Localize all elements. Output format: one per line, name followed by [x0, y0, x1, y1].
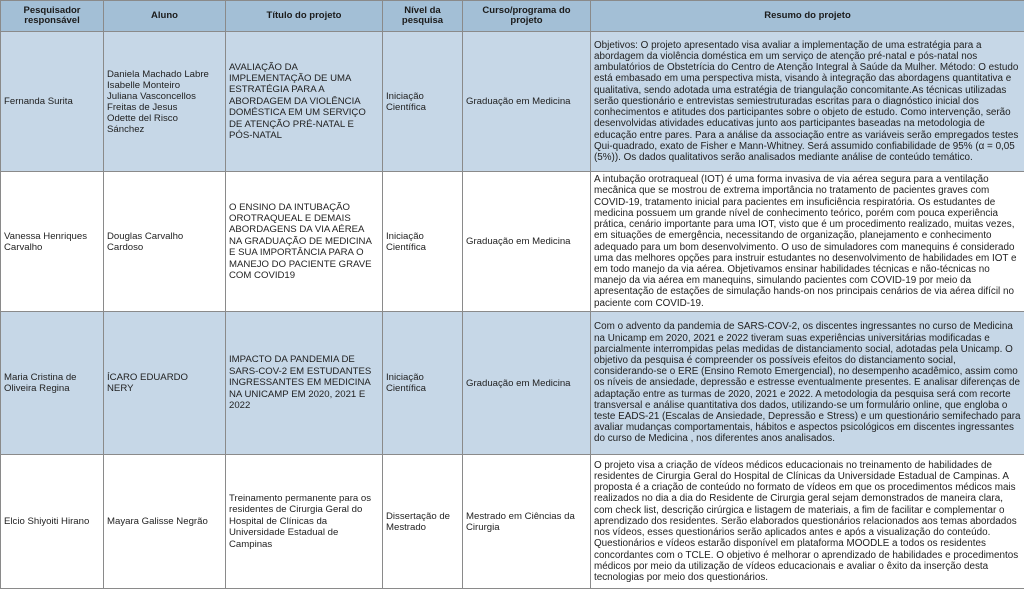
table-row	[1, 312, 1024, 455]
student-line: Daniela Machado Labre	[107, 69, 222, 80]
header-summary: Resumo do projeto	[591, 1, 1024, 32]
student-line: Sánchez	[107, 124, 222, 135]
research-level-cell: Iniciação Científica	[383, 32, 463, 172]
student-line: Douglas Carvalho	[107, 231, 222, 242]
table-row	[1, 455, 1024, 589]
student-cell	[104, 32, 226, 172]
research-level-cell: Iniciação Científica	[383, 172, 463, 312]
summary-cell: A intubação orotraqueal (IOT) é uma forma invasiva de via aérea segura para a ventilação mecânica que se mostrou de extrema importância no tratamento de pacientes graves com COVID-19, tratamento inicial para pacientes em insuficiência respiratória. Os estudantes de medicina possuem um grande nível de conhecimento teórico, porém com pouca experiência prática, cenário importante para uma IOT, visto que é um procedimento realizado, muitas vezes, em situações de emergência, necessitando de organização, planejamento e conhecimento adequado para um bom desenvolvimento. O uso de simuladores com manequins é considerado uma das melhores opções para instruir estudantes no desenvolvimento de habilidades em IOT e em todo manejo da via aérea. Objetivamos ensinar habilidades técnicas e não-técnicas no manejo da via aérea em manequins, simulando pacientes com COVID-19 por meio da apresentação de estações de simulação hands-on nos principais cenários de via aérea difícil no paciente com COVID-19.	[591, 172, 1024, 312]
researcher-cell: Elcio Shiyoiti Hirano	[1, 455, 104, 589]
student-line: ÍCARO EDUARDO	[107, 372, 222, 383]
student-line: Isabelle Monteiro	[107, 80, 222, 91]
project-title-cell: IMPACTO DA PANDEMIA DE SARS-COV-2 EM ESTUDANTES INGRESSANTES EM MEDICINA NA UNICAMP EM 2020, 2021 E 2022	[226, 312, 383, 455]
student-cell	[104, 172, 226, 312]
header-researcher: Pesquisador responsável	[1, 1, 104, 32]
student-line: Mayara Galisse Negrão	[107, 516, 222, 527]
table-row	[1, 172, 1024, 312]
summary-cell: Objetivos: O projeto apresentado visa avaliar a implementação de uma estratégia para a abordagem da violência doméstica em um serviço de atenção pré-natal e pós-natal nos ambulatórios de Obstetrícia do Centro de Atenção Integral à Saúde da Mulher. Método: O estudo está embasado em uma perspectiva mista, visando à integração das abordagens quantitativa e qualitativa, sendo adotada uma estratégia de triangulação concomitante.As técnicas utilizadas serão questionário e entrevistas semiestruturadas escritas para o diagnóstico inicial dos conhecimentos e atitudes dos participantes sobre o objeto de estudo. Como intervenção, serão desenvolvidas atividades educativas junto aos participantes baseadas na metodologia de educação entre pares. Para a análise da associação entre as variáveis serão empregados testes Qui-quadrado, exato de Fisher e Mann-Whitney. Será assumido confiabilidade de 95% (α = 0,05 (5%)). Os dados qualitativos serão analisados mediante análise de conteúdo temático.	[591, 32, 1024, 172]
program-cell: Mestrado em Ciências da Cirurgia	[463, 455, 591, 589]
student-cell	[104, 312, 226, 455]
researcher-cell: Maria Cristina de Oliveira Regina	[1, 312, 104, 455]
student-line: Freitas de Jesus	[107, 102, 222, 113]
researcher-cell: Vanessa Henriques Carvalho	[1, 172, 104, 312]
student-line: Cardoso	[107, 242, 222, 253]
student-line: Juliana Vasconcellos	[107, 91, 222, 102]
header-title: Título do projeto	[226, 1, 383, 32]
program-cell: Graduação em Medicina	[463, 172, 591, 312]
research-level-cell: Iniciação Científica	[383, 312, 463, 455]
project-title-cell: O ENSINO DA INTUBAÇÃO OROTRAQUEAL E DEMAIS ABORDAGENS DA VIA AÉREA NA GRADUAÇÃO DE MEDICINA E SUA IMPORTÂNCIA PARA O MANEJO DO PACIENTE GRAVE COM COVID19	[226, 172, 383, 312]
research-level-cell: Dissertação de Mestrado	[383, 455, 463, 589]
student-line: Odette del Risco	[107, 113, 222, 124]
program-cell: Graduação em Medicina	[463, 312, 591, 455]
summary-cell: Com o advento da pandemia de SARS-COV-2, os discentes ingressantes no curso de Medicina na Unicamp em 2020, 2021 e 2022 tiveram suas experiências universitárias modificadas e parcialmente interrompidas pelas medidas de distanciamento social, adotadas pela Unicamp. O objetivo da pesquisa é compreender os possíveis efeitos do distanciamento social, considerando-se o ERE (Ensino Remoto Emergencial), no desempenho acadêmico, assim como os níveis de ansiedade, depressão e estresse eventualmente presentes. E analisar diferenças de adaptação entre as turmas de 2020, 2021 e 2022. A metodologia da pesquisa será com recorte transversal e análise quantitativa dos dados, utilizando-se um formulário online, que engloba o teste EADS-21 (Escalas de Ansiedade, Depressão e Stress) e um questionário semifechado para avaliar mudanças comportamentais, hábitos e aspectos psicológicos em discentes ingressantes do curso de Medicina , nos diferentes anos analisados.	[591, 312, 1024, 455]
header-student: Aluno	[104, 1, 226, 32]
student-cell	[104, 455, 226, 589]
project-title-cell: AVALIAÇÃO DA IMPLEMENTAÇÃO DE UMA ESTRATÉGIA PARA A ABORDAGEM DA VIOLÊNCIA DOMÉSTICA EM UM SERVIÇO DE ATENÇÃO PRÉ-NATAL E PÓS-NATAL	[226, 32, 383, 172]
researcher-cell: Fernanda Surita	[1, 32, 104, 172]
table-row	[1, 32, 1024, 172]
student-line: NERY	[107, 383, 222, 394]
header-row	[1, 1, 1024, 32]
header-program: Curso/programa do projeto	[463, 1, 591, 32]
program-cell: Graduação em Medicina	[463, 32, 591, 172]
header-level: Nível da pesquisa	[383, 1, 463, 32]
summary-cell: O projeto visa a criação de vídeos médicos educacionais no treinamento de habilidades de residentes de Cirurgia Geral do Hospital de Clínicas da Universidade Estadual de Campinas. A proposta é a criação de conteúdo no formato de vídeos em que os procedimentos médicos mais realizados no dia a dia do Residente de Cirurgia geral sejam demonstrados de maneira clara, com check list, descrição cirúrgica e listagem de materiais, a fim de facilitar e complementar o aprendizado dos residentes. Serão elaborados questionários relacionados aos temas abordados nos vídeos, esses questionários serão aplicados antes e após a visualização do conteúdo. Questionários e vídeos estarão disponível em plataforma MOODLE a todos os residentes concordantes com o TCLE. O objetivo é melhorar o aprendizado de habilidades e procedimentos médicos por meio da utilização de vídeos educacionais e avaliar o êxito da inserção desta tecnologias por meio dos questionários.	[591, 455, 1024, 589]
project-title-cell: Treinamento permanente para os residentes de Cirurgia Geral do Hospital de Clínicas da Universidade Estadual de Campinas	[226, 455, 383, 589]
